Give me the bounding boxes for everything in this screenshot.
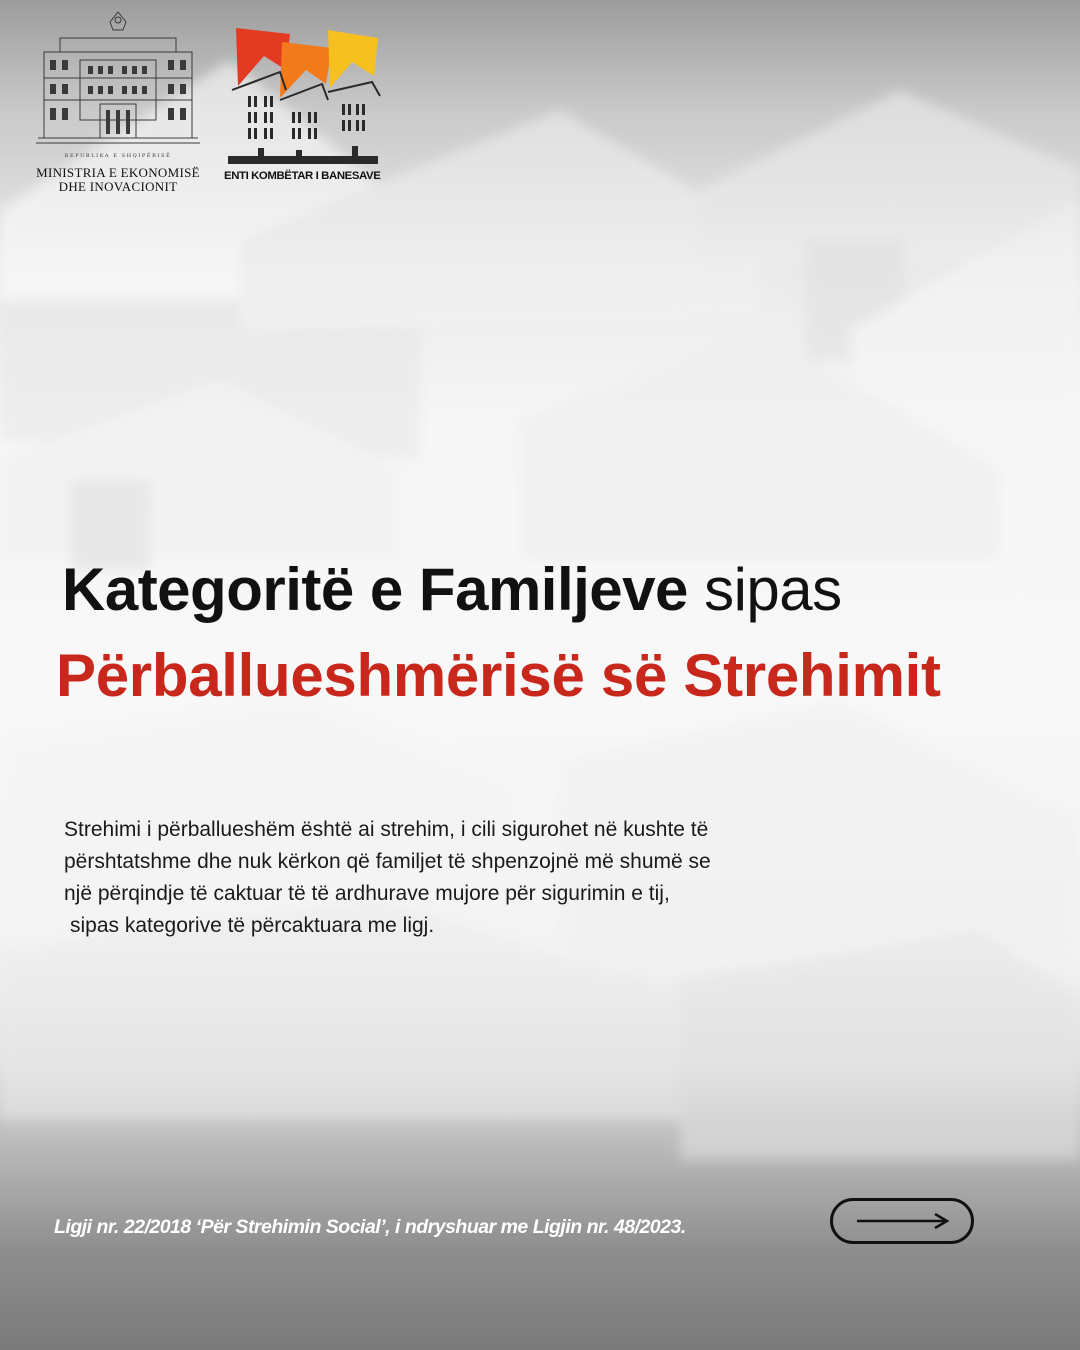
headline-line1 <box>62 552 1042 628</box>
headline-bold: Kategoritë e Familjeve <box>62 556 688 623</box>
intro-line: përshtatshme dhe nuk kërkon që familjet të shpenzojnë më shumë se <box>64 850 711 873</box>
headline <box>56 552 1042 714</box>
headline-accent: Përballueshmërisë së Strehimit <box>56 642 941 709</box>
enti-logo <box>224 24 386 188</box>
ministry-logo <box>30 8 206 198</box>
law-reference: Ligji nr. 22/2018 ‘Për Strehimin Social’, i ndryshuar me Ligjin nr. 48/2023. <box>54 1216 686 1238</box>
ministry-name-line1: MINISTRIA E EKONOMISË <box>36 165 200 180</box>
intro-line: sipas kategorive të përcaktuara me ligj. <box>70 914 435 937</box>
intro-line: një përqindje të caktuar të të ardhurave mujore për sigurimin e tij, <box>64 882 670 905</box>
headline-light: sipas <box>704 556 842 623</box>
intro-paragraph <box>64 814 824 942</box>
republic-tag: REPUBLIKA E SHQIPËRISË <box>64 153 172 159</box>
arrow-right-icon <box>855 1212 951 1230</box>
housing-flags-icon <box>224 24 386 169</box>
ministry-name-line2: DHE INOVACIONIT <box>58 179 178 194</box>
intro-line: Strehimi i përballueshëm është ai strehim, i cili sigurohet në kushte të <box>64 818 709 841</box>
next-slide-button[interactable] <box>830 1198 974 1244</box>
ministry-name <box>30 166 206 194</box>
government-building-icon <box>30 8 206 153</box>
enti-name: ENTI KOMBËTAR I BANESAVE <box>224 170 381 182</box>
